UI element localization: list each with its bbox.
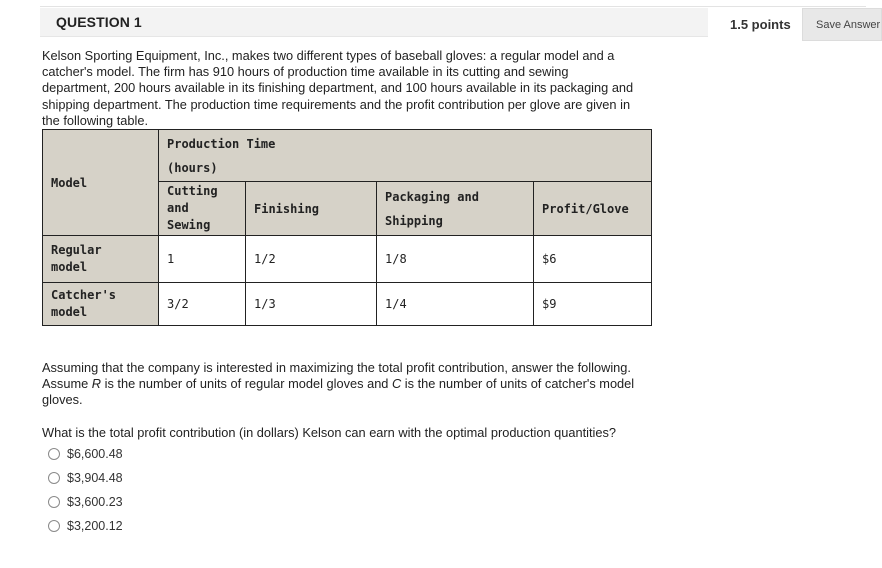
- profit-value: $9: [534, 283, 652, 326]
- instructions-text: Assume: [42, 376, 92, 392]
- model-header-cell: [43, 130, 159, 236]
- cutting-value: 1: [159, 236, 246, 283]
- option-label[interactable]: $3,600.23: [67, 495, 123, 509]
- question-header: [40, 8, 708, 37]
- table-row: [43, 236, 652, 283]
- packaging-header-cell: [377, 182, 534, 236]
- profit-header: Profit/Glove: [542, 201, 629, 216]
- instructions-text: is the number of units of catcher's model: [401, 376, 635, 392]
- variable-r: R: [91, 376, 102, 392]
- packaging-value: 1/4: [377, 283, 534, 326]
- option-label[interactable]: $6,600.48: [67, 447, 123, 461]
- cutting-header-line: Sewing: [167, 218, 211, 232]
- option-label[interactable]: $3,904.48: [67, 471, 123, 485]
- production-time-header: Production Time: [167, 136, 276, 151]
- packaging-header-line: Packaging and: [385, 189, 479, 204]
- radio-button[interactable]: [48, 472, 60, 484]
- model-name: Regular: [51, 243, 102, 257]
- answer-option[interactable]: [48, 442, 123, 466]
- answer-options: [48, 442, 123, 538]
- radio-button[interactable]: [48, 520, 60, 532]
- production-table: [42, 129, 652, 326]
- packaging-header-line: Shipping: [385, 213, 443, 228]
- model-name: Catcher's: [51, 288, 117, 302]
- answer-option[interactable]: [48, 490, 123, 514]
- stem-line: Kelson Sporting Equipment, Inc., makes two different types of baseball gloves: a regular model and a: [42, 48, 615, 63]
- top-divider: [40, 6, 866, 7]
- radio-button[interactable]: [48, 448, 60, 460]
- variable-c: C: [391, 376, 402, 392]
- finishing-value: 1/3: [246, 283, 377, 326]
- table-row: [43, 283, 652, 326]
- cutting-value: 3/2: [159, 283, 246, 326]
- model-name-cell: [43, 236, 159, 283]
- cutting-header-line: Cutting: [167, 184, 218, 198]
- model-name: model: [51, 260, 88, 274]
- save-answer-button[interactable]: Save Answer: [802, 8, 882, 41]
- production-time-header-cell: [159, 130, 652, 182]
- cutting-header-line: and: [167, 201, 189, 215]
- packaging-value: 1/8: [377, 236, 534, 283]
- instructions: [42, 360, 706, 409]
- instructions-line: Assuming that the company is interested in maximizing the total profit contribution, answer the following.: [42, 360, 631, 375]
- model-header: Model: [51, 175, 88, 190]
- stem-line: shipping department. The production time requirements and the profit contribution per glove are given in: [42, 96, 631, 112]
- profit-header-cell: [534, 182, 652, 236]
- answer-option[interactable]: [48, 514, 123, 538]
- instructions-line: gloves.: [42, 392, 83, 408]
- model-name: model: [51, 305, 88, 319]
- finishing-header: Finishing: [254, 201, 320, 216]
- stem-line: department, 200 hours available in its finishing department, and 100 hours available in its packaging and: [42, 80, 634, 96]
- profit-value: $6: [534, 236, 652, 283]
- finishing-header-cell: [246, 182, 377, 236]
- question-stem: [42, 48, 706, 129]
- production-time-unit: (hours): [167, 160, 218, 175]
- answer-option[interactable]: [48, 466, 123, 490]
- stem-line: catcher's model. The firm has 910 hours of production time available in its cutting and sewing: [42, 64, 569, 80]
- model-name-cell: [43, 283, 159, 326]
- question-title: QUESTION 1: [56, 14, 142, 30]
- instructions-text: is the number of units of regular model gloves and: [101, 376, 392, 392]
- question-text: What is the total profit contribution (in dollars) Kelson can earn with the optimal production quantities?: [42, 425, 617, 440]
- stem-line: the following table.: [42, 112, 148, 128]
- cutting-header-cell: [159, 182, 246, 236]
- option-label[interactable]: $3,200.12: [67, 519, 123, 533]
- instructions-line: [42, 376, 706, 392]
- finishing-value: 1/2: [246, 236, 377, 283]
- points-label: 1.5 points: [730, 17, 791, 32]
- radio-button[interactable]: [48, 496, 60, 508]
